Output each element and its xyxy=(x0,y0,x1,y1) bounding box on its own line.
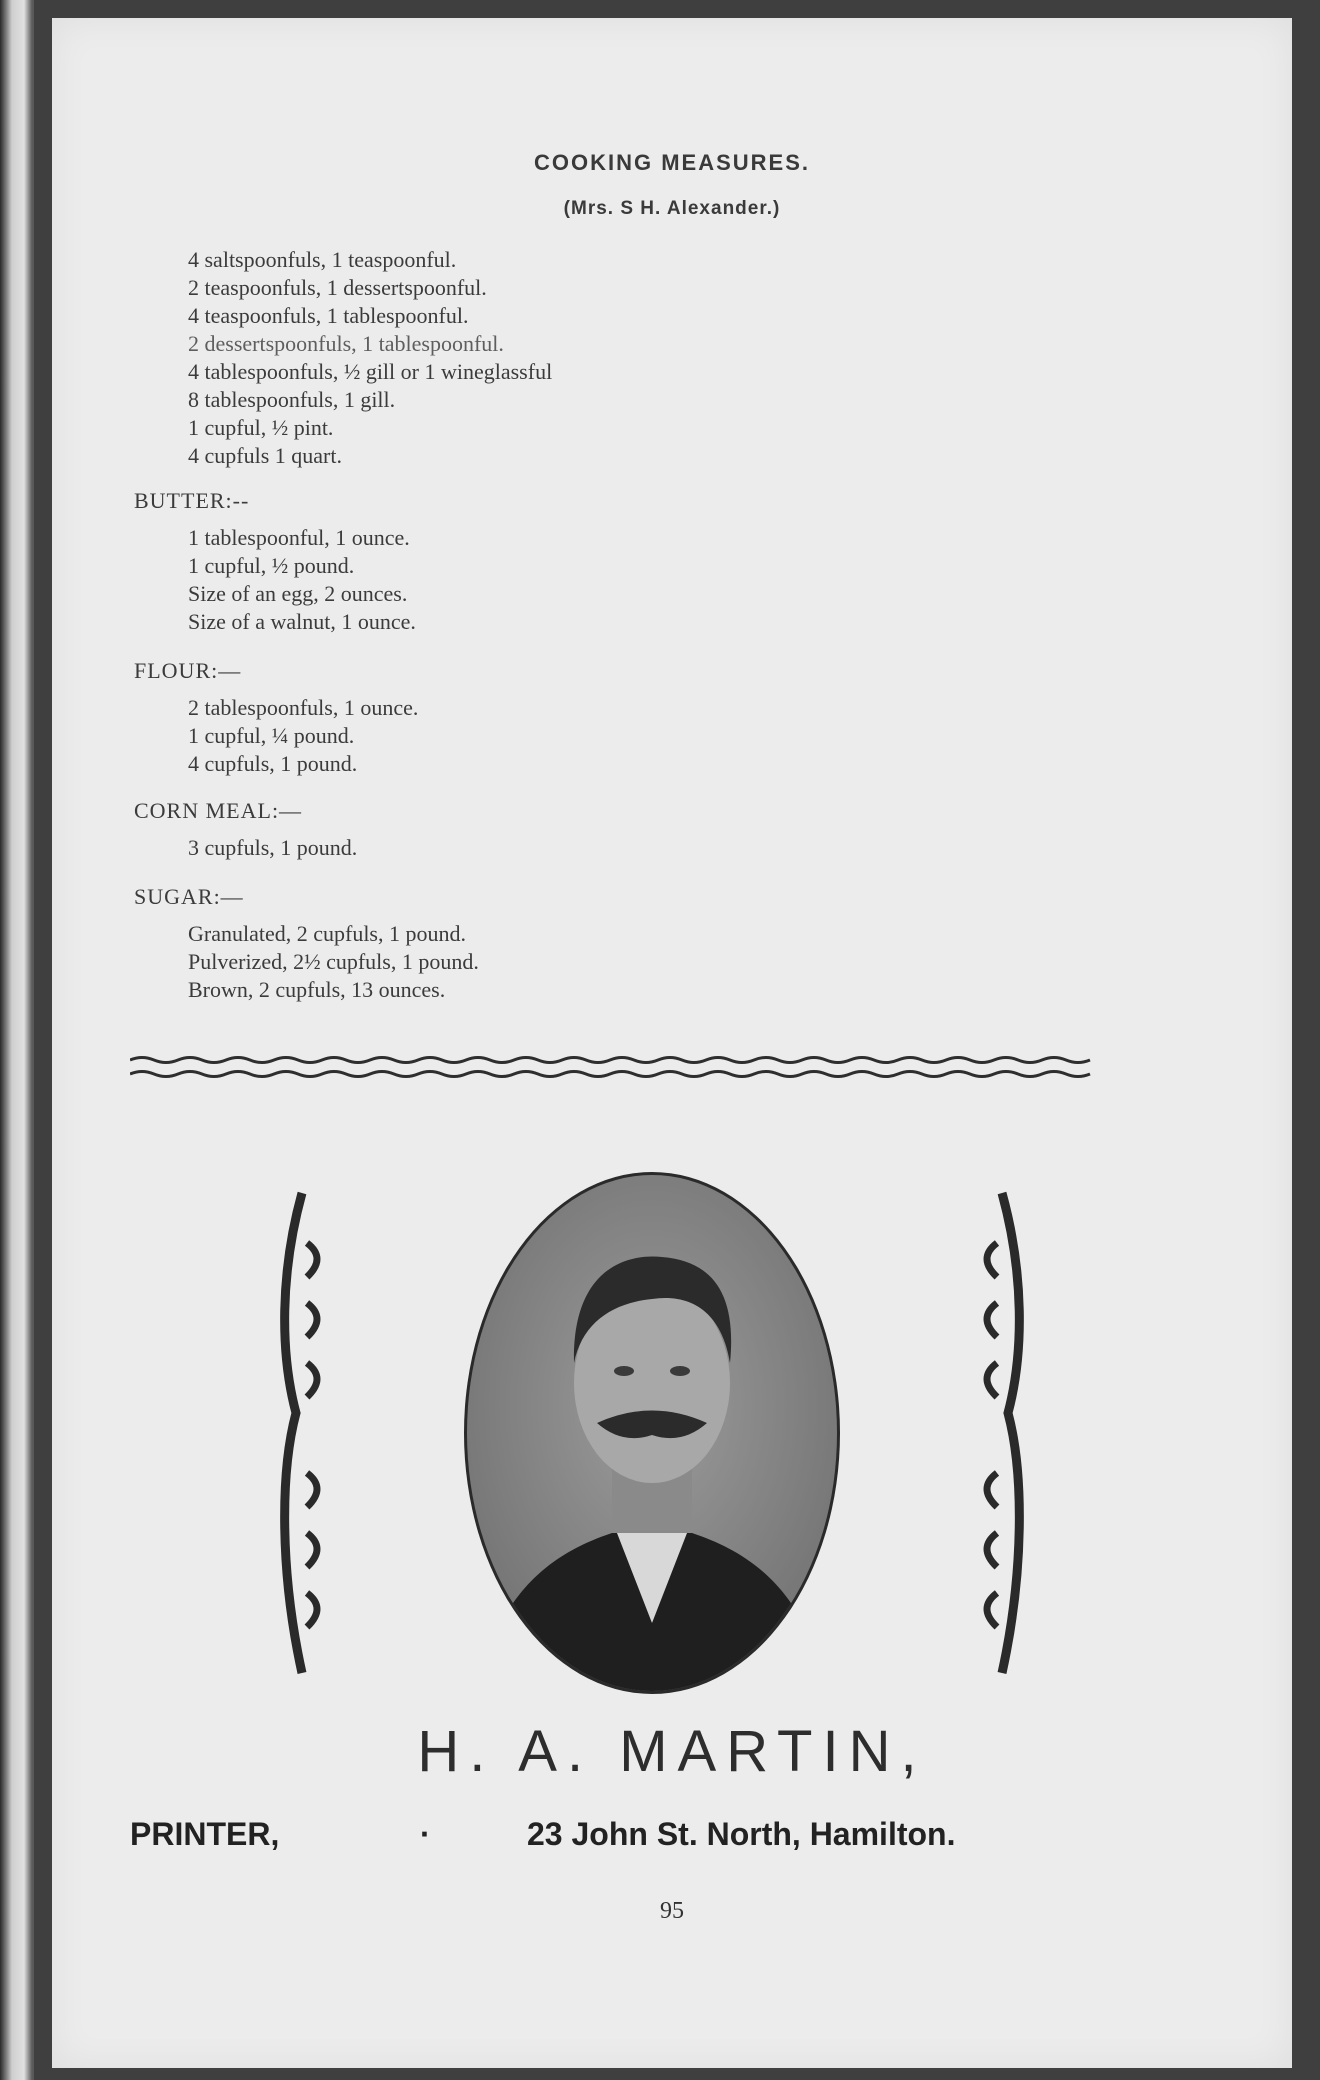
list-item: 4 teaspoonfuls, 1 tablespoonful. xyxy=(188,303,469,328)
list-item: 2 dessertspoonfuls, 1 tablespoonful. xyxy=(188,331,504,356)
advertiser-name: H. A. MARTIN, xyxy=(417,1719,927,1784)
section-heading-sugar: SUGAR:— xyxy=(134,884,244,909)
left-ornament-icon xyxy=(285,1193,317,1673)
list-item: 4 cupfuls, 1 pound. xyxy=(188,751,358,776)
list-item: 4 cupfuls 1 quart. xyxy=(188,443,342,468)
flour-list xyxy=(188,694,418,778)
author-credit: (Mrs. S H. Alexander.) xyxy=(563,198,781,219)
list-item: Size of an egg, 2 ounces. xyxy=(188,581,408,606)
measures-list xyxy=(188,246,552,470)
adjacent-page-edge xyxy=(0,0,34,2080)
page-number: 95 xyxy=(660,1898,684,1924)
butter-list xyxy=(188,524,416,636)
list-item: 8 tablespoonfuls, 1 gill. xyxy=(188,387,396,412)
list-item: 1 cupful, ½ pint. xyxy=(188,415,334,440)
page-title: COOKING MEASURES. xyxy=(533,150,811,175)
section-heading-butter: BUTTER:-- xyxy=(134,488,250,513)
portrait-illustration xyxy=(252,1153,1052,1713)
list-item: Pulverized, 2½ cupfuls, 1 pound. xyxy=(188,949,479,974)
wavy-divider xyxy=(130,1048,1098,1088)
separator-dot: · xyxy=(420,1816,431,1852)
sugar-list xyxy=(188,920,479,1004)
list-item: 1 tablespoonful, 1 ounce. xyxy=(188,525,410,550)
corn-meal-list xyxy=(188,834,357,862)
section-heading-flour: FLOUR:— xyxy=(134,658,242,683)
list-item: 1 cupful, ½ pound. xyxy=(188,553,355,578)
list-item: 2 teaspoonfuls, 1 dessertspoonful. xyxy=(188,275,487,300)
list-item: 3 cupfuls, 1 pound. xyxy=(188,835,358,860)
book-page xyxy=(52,18,1292,2068)
list-item: 4 saltspoonfuls, 1 teaspoonful. xyxy=(188,247,457,272)
advertiser-address: 23 John St. North, Hamilton. xyxy=(527,1816,956,1852)
right-ornament-icon xyxy=(987,1193,1019,1673)
list-item: Granulated, 2 cupfuls, 1 pound. xyxy=(188,921,466,946)
list-item: Size of a walnut, 1 ounce. xyxy=(188,609,416,634)
section-heading-corn-meal: CORN MEAL:— xyxy=(134,798,303,823)
advertiser-trade: PRINTER, xyxy=(130,1816,280,1852)
list-item: 4 tablespoonfuls, ½ gill or 1 wineglassful xyxy=(188,359,553,384)
list-item: 1 cupful, ¼ pound. xyxy=(188,723,355,748)
list-item: Brown, 2 cupfuls, 13 ounces. xyxy=(188,977,446,1002)
list-item: 2 tablespoonfuls, 1 ounce. xyxy=(188,695,419,720)
